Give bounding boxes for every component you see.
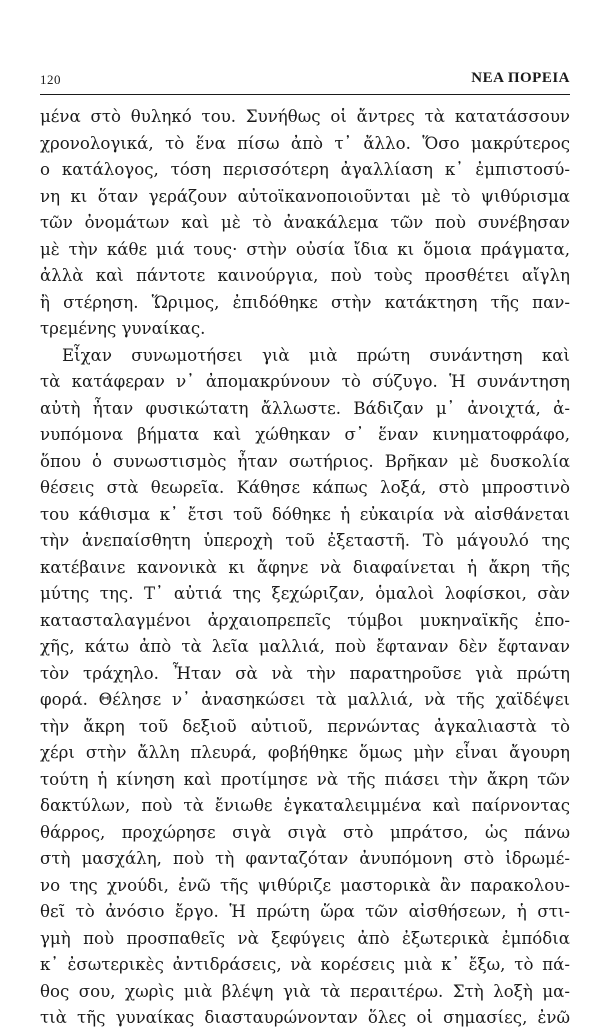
text-line: κατέβαινε κανονικὰ κι ἄφηνε νὰ διαφαίνεται ἡ ἄκρη τῆς: [40, 557, 570, 577]
text-line: χρονολογικά, τὸ ἕνα πίσω ἀπὸ τ᾽ ἄλλο. Ὅσο μακρύτερος: [40, 133, 570, 153]
text-line: θάρρος, προχώρησε σιγὰ σιγὰ στὸ μπράτσο, ὡς πάνω: [40, 822, 570, 842]
text-line: ἀλλὰ καὶ πάντοτε καινούργια, ποὺ τοὺς προσθέτει αἴγλη: [40, 266, 570, 285]
text-line: μὲ τὴν κάθε μιά τους· στὴν οὐσία ἴδια κι ὅμοια πράγματα,: [40, 239, 570, 259]
header-rule: [40, 94, 570, 95]
text-line: τιὰ τῆς γυναίκας διασταυρώνονταν ὅλες οἱ σημασίες, ἐνῶ: [40, 1008, 570, 1027]
text-line: αὐτὴ ἦταν φυσικώτατη ἄλλωστε. Βάδιζαν μ᾽ ἀνοιχτά, ἀ-: [40, 398, 570, 418]
text-line: Εἶχαν συνωμοτήσει γιὰ μιὰ πρώτη συνάντηση καὶ: [62, 345, 570, 365]
text-line: τούτη ἡ κίνηση καὶ προτίμησε νὰ τῆς πιάσει τὴν ἄκρη τῶν: [40, 769, 570, 789]
text-line: στὴ μασχάλη, ποὺ τὴ φανταζόταν ἀνυπόμονη στὸ ἱδρωμέ-: [40, 849, 570, 868]
text-line: νη κι ὅταν γεράζουν αὐτοϊκανοποιοῦνται μὲ τὸ ψιθύρισμα: [40, 186, 570, 206]
text-line: χῆς, κάτω ἀπὸ τὰ λεῖα μαλλιά, ποὺ ἔφταναν δὲν ἔφταναν: [40, 637, 570, 656]
text-line: θέσεις στὰ θεωρεῖα. Κάθησε κάπως λοξά, στὸ μπροστινὸ: [40, 478, 570, 497]
text-line: ἢ στέρηση. Ὥριμος, ἐπιδόθηκε στὴν κατάκτηση τῆς παν-: [40, 292, 570, 312]
text-line: κατασταλαγμένοι ἀρχαιοπρεπεῖς τύμβοι μυκηναϊκῆς ἐπο-: [40, 610, 570, 630]
text-line: του κάθισμα κ᾽ ἔτσι τοῦ δόθηκε ἡ εὐκαιρία νὰ αἰσθάνεται: [40, 504, 570, 524]
text-line: νο της χνούδι, ἐνῶ τῆς ψιθύριζε μαστορικὰ ἂν παρακολου-: [40, 875, 570, 895]
running-title: ΝΕΑ ΠΟΡΕΙΑ: [471, 70, 570, 86]
page-number: 120: [40, 72, 61, 87]
text-line: γμὴ ποὺ προσπαθεῖς νὰ ξεφύγεις ἀπὸ ἐξωτερικὰ ἐμπόδια: [40, 928, 570, 948]
text-line: χέρι στὴν ἄλλη πλευρά, φοβήθηκε ὅμως μὴν εἶναι ἄγουρη: [40, 743, 570, 762]
text-line: μένα στὸ θυληκό του. Συνήθως οἱ ἄντρες τὰ κατατάσσουν: [40, 107, 570, 126]
page-header: [40, 70, 570, 92]
text-line: τῶν ὀνομάτων καὶ μὲ τὸ ἀνακάλεμα τῶν ποὺ συνέβησαν: [40, 213, 570, 232]
text-line: μύτης της. Τ᾽ αὐτιά της ξεχώριζαν, ὁμαλοὶ λοφίσκοι, σὰν: [40, 584, 570, 603]
text-line: θεῖ τὸ ἀνόσιο ἔργο. Ἡ πρώτη ὥρα τῶν αἰσθήσεων, ἡ στι-: [40, 902, 570, 921]
text-line: τὴν ἀνεπαίσθητη ὑπεροχὴ τοῦ ἐξεταστῆ. Τὸ μάγουλό της: [40, 531, 570, 550]
text-line: τὰ κατάφεραν ν᾽ ἀπομακρύνουν τὸ σύζυγο. Ἡ συνάντηση: [40, 372, 570, 391]
text-line: τρεμένης γυναίκας.: [40, 319, 206, 338]
text-line: θος σου, χωρὶς μιὰ βλέψη γιὰ τὰ περαιτέρω. Στὴ λοξὴ μα-: [40, 981, 570, 1001]
text-line: κ᾽ ἐσωτερικὲς ἀντιδράσεις, νὰ κορέσεις μιὰ κ᾽ ἔξω, τὸ πά-: [40, 955, 570, 974]
text-line: δακτύλων, ποὺ τὰ ἔνιωθε ἐγκαταλειμμένα καὶ παίρνοντας: [40, 796, 570, 815]
text-line: τὸν τράχηλο. Ἦταν σὰ νὰ τὴν παρατηροῦσε γιὰ πρώτη: [40, 663, 570, 683]
text-line: νυπόμονα βήματα καὶ χώθηκαν σ᾽ ἕναν κινηματοφράφο,: [40, 425, 570, 444]
body-text: [40, 104, 570, 1032]
text-line: ὅπου ὁ συνωστισμὸς ἦταν σωτήριος. Βρῆκαν μὲ δυσκολία: [40, 451, 570, 471]
text-line: φορά. Θέλησε ν᾽ ἀνασηκώσει τὰ μαλλιά, νὰ τῆς χαϊδέψει: [40, 690, 570, 709]
text-line: ο κατάλογος, τόση περισσότερη ἀγαλλίαση κ᾽ ἐμπιστοσύ-: [40, 160, 570, 179]
text-line: τὴν ἄκρη τοῦ δεξιοῦ αὐτιοῦ, περνώντας ἀγκαλιαστὰ τὸ: [40, 716, 570, 736]
